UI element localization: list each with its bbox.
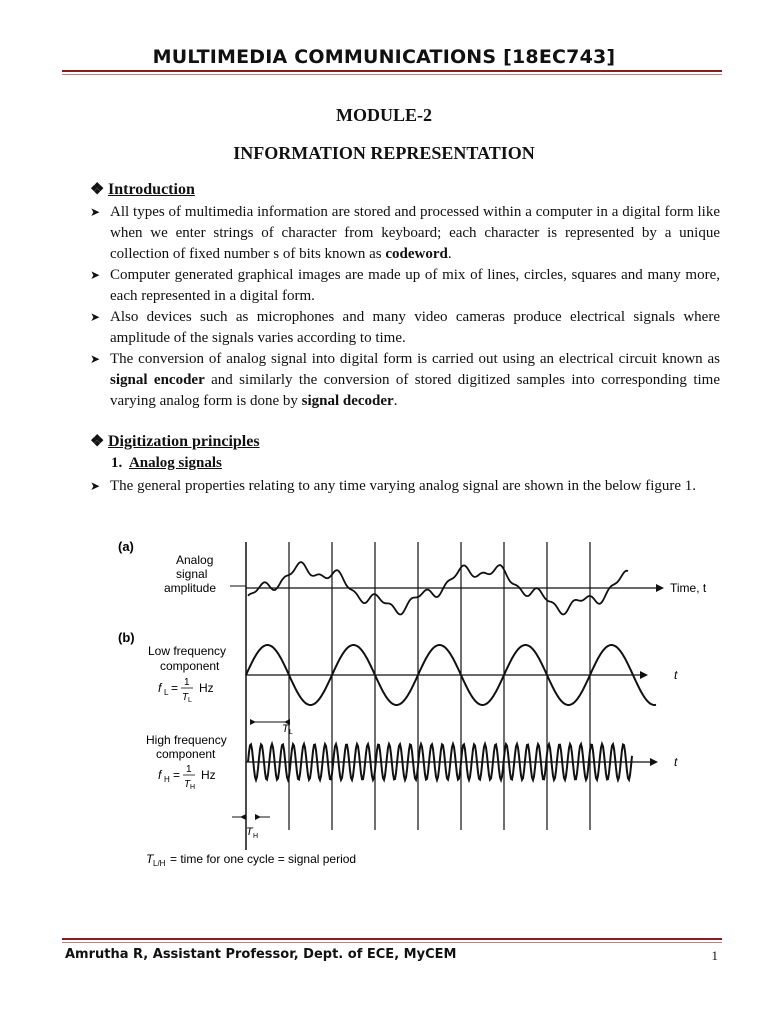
footer-rule xyxy=(62,938,722,943)
t-axis-high-label: t xyxy=(674,755,678,769)
arrow-bullet-icon: ➤ xyxy=(90,352,101,366)
svg-text:H: H xyxy=(164,775,170,784)
svg-text:L: L xyxy=(164,688,169,697)
svg-text:L: L xyxy=(188,697,192,704)
arrow-head-icon xyxy=(640,671,648,679)
svg-text:f: f xyxy=(158,681,162,695)
diamond-bullet-icon: ❖ xyxy=(90,181,105,198)
low-frequency-formula xyxy=(158,677,214,704)
arrow-head-icon xyxy=(255,814,261,820)
footer-author: Amrutha R, Assistant Professor, Dept. of ECE, MyCEM xyxy=(65,947,457,962)
analog-signals-subheading: 1. Analog signals xyxy=(111,455,222,471)
low-label-2: component xyxy=(160,659,220,673)
intro-heading: ❖ Introduction xyxy=(90,181,195,198)
svg-text:=: = xyxy=(173,768,181,782)
svg-text:L: L xyxy=(289,729,293,736)
arrow-bullet-icon: ➤ xyxy=(90,205,101,219)
analog-label-1: Analog xyxy=(176,553,214,567)
running-header: MULTIMEDIA COMMUNICATIONS [18EC743] xyxy=(152,46,616,68)
intro-bullet-4: ➤ The conversion of analog signal into digital form is carried out using an electrical circuit known as signal encoder and similarly the conversion of stored digitized samples into corresponding time varying analog form is done by signal decoder. xyxy=(90,351,720,409)
svg-text:1: 1 xyxy=(186,764,192,775)
high-frequency-formula xyxy=(158,764,216,791)
arrow-bullet-icon: ➤ xyxy=(90,268,101,282)
arrow-bullet-icon: ➤ xyxy=(90,479,101,493)
svg-text:Hz: Hz xyxy=(199,681,214,695)
page-number: 1 xyxy=(711,948,718,963)
intro-bullet-2: ➤ Computer generated graphical images are made up of mix of lines, circles, squares and many more, each represented in a digital form. xyxy=(90,267,720,304)
analog-label-3: amplitude xyxy=(164,581,217,595)
svg-text:f: f xyxy=(158,768,162,782)
module-label: MODULE-2 xyxy=(336,105,432,125)
low-label-1: Low frequency xyxy=(148,644,227,658)
tl-label: T xyxy=(282,723,289,735)
intro-bullet-3: ➤ Also devices such as microphones and many video cameras produce electrical signals where amplitude of the signals varies according to time. xyxy=(90,309,720,346)
t-axis-low-label: t xyxy=(674,668,678,682)
svg-text:1: 1 xyxy=(184,677,190,688)
svg-text:H: H xyxy=(190,784,196,791)
svg-text:T: T xyxy=(182,692,189,703)
part-b-label: (b) xyxy=(118,630,135,645)
svg-text:T: T xyxy=(146,852,154,866)
digitization-bullet: ➤ The general properties relating to any time varying analog signal are shown in the below figure 1. xyxy=(90,476,720,497)
header-rule xyxy=(62,70,722,75)
high-label-2: component xyxy=(156,747,216,761)
high-label-1: High frequency xyxy=(146,733,227,747)
arrow-head-icon xyxy=(656,584,664,592)
period-markers xyxy=(289,542,590,830)
time-axis-label: Time, t xyxy=(670,581,707,595)
analog-label-2: signal xyxy=(176,567,208,581)
figure-caption xyxy=(146,852,356,868)
svg-text:L/H: L/H xyxy=(153,859,166,868)
svg-text:H: H xyxy=(253,833,259,840)
arrow-head-icon xyxy=(240,814,246,820)
diamond-bullet-icon: ❖ xyxy=(90,433,105,450)
svg-text:Hz: Hz xyxy=(201,768,216,782)
svg-text:= time for one cycle = signal: = time for one cycle = signal period xyxy=(170,852,357,866)
part-a-label: (a) xyxy=(118,539,134,554)
svg-text:T: T xyxy=(184,779,191,790)
arrow-bullet-icon: ➤ xyxy=(90,310,101,324)
th-label: T xyxy=(246,826,253,838)
arrow-head-icon xyxy=(250,719,256,725)
arrow-head-icon xyxy=(650,758,658,766)
intro-bullet-1: ➤ All types of multimedia information are stored and processed within a computer in a digital form like when we enter strings of character from keyboard; each character is represented by a unique collection of fixed number s of bits known as codeword. xyxy=(90,204,720,262)
svg-text:=: = xyxy=(171,681,179,695)
digitization-heading: ❖ Digitization principles xyxy=(90,433,260,450)
analog-signal-figure xyxy=(0,520,768,900)
module-title: INFORMATION REPRESENTATION xyxy=(233,143,535,163)
